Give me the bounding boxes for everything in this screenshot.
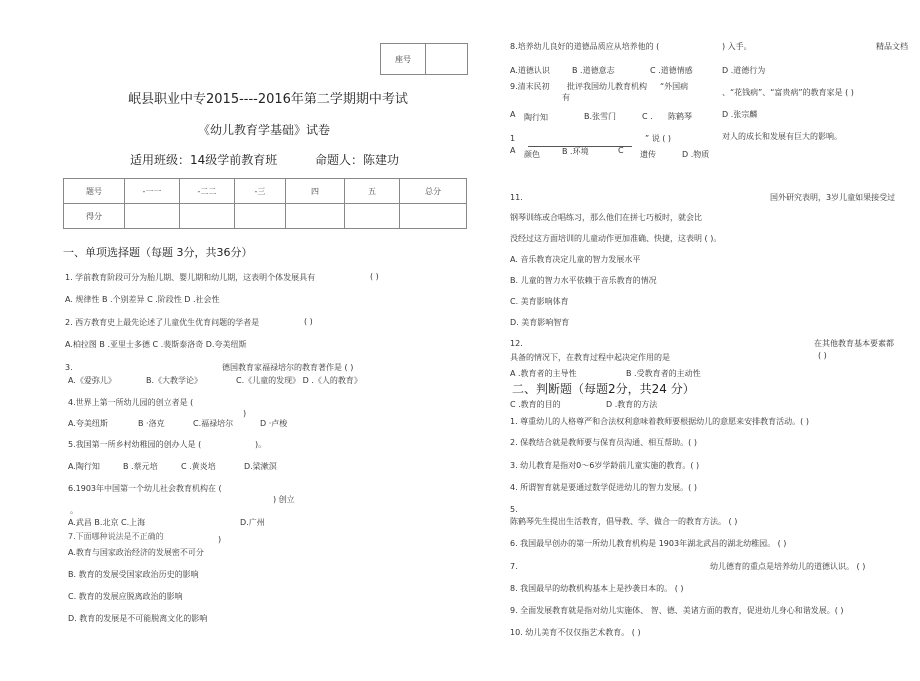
q9-option-c: 陈鹤琴 bbox=[668, 112, 692, 121]
score-cell[interactable] bbox=[286, 204, 345, 229]
table-header: -一一 bbox=[125, 179, 180, 204]
q9-part1: 批评我国幼儿教育机构 bbox=[567, 82, 647, 91]
q11-part3: 没经过这方面培训的儿童动作更加准确、快捷，这表明 ( )。 bbox=[510, 234, 722, 243]
q8-option-b: B .道德意志 bbox=[572, 66, 615, 75]
q7-option-a: A.教育与国家政治经济的发展密不可分 bbox=[68, 548, 204, 557]
q12-paren: ( ) bbox=[818, 351, 827, 360]
q4-close: ) bbox=[243, 409, 247, 418]
table-header: -二二 bbox=[180, 179, 235, 204]
q3-option-b: B.《大教学论》 bbox=[146, 376, 203, 385]
q12-part1: 在其他教育基本要素都 bbox=[814, 339, 894, 348]
q11-option-a: A. 音乐教育决定儿童的智力发展水平 bbox=[510, 255, 641, 264]
q9-option-b: B.张雪门 bbox=[584, 112, 617, 121]
q1-paren: ( ) bbox=[370, 272, 379, 281]
q2-options: A.柏拉图 B .亚里士多德 C .裴斯泰洛奇 D.夸美纽斯 bbox=[65, 340, 247, 349]
q9-part3: 有 bbox=[562, 93, 570, 102]
q5-close: )。 bbox=[255, 440, 267, 449]
score-cell[interactable] bbox=[235, 204, 286, 229]
q6-options: A.武昌 B.北京 C.上海 bbox=[68, 518, 146, 527]
tf-item-7: 幼儿德育的重点是培养幼儿的道德认识。 ( ) bbox=[710, 562, 866, 571]
q10-part1: ” 说 ( ) bbox=[645, 134, 672, 143]
q9-part2: “外国病 bbox=[660, 82, 689, 91]
q11-option-b: B. 儿童的智力水平依赖于音乐教育的情况 bbox=[510, 276, 657, 285]
q12-num: 12. bbox=[510, 339, 523, 348]
q9-option-a: 陶行知 bbox=[524, 113, 548, 122]
tf-item-4: 4. 所谓智育就是要通过数学促进幼儿的智力发展。( ) bbox=[510, 483, 697, 492]
tf-item-1: 1. 尊重幼儿的人格尊严和合法权利意味着教师要根据幼儿的意愿来安排教育活动。( ) bbox=[510, 417, 809, 426]
q9-num: 9.清末民初 bbox=[510, 82, 550, 91]
q3-num: 3. bbox=[65, 363, 73, 372]
q10-num: 1 bbox=[510, 134, 516, 143]
section2-heading: 二、判断题（每题2分，共24 分） bbox=[512, 382, 695, 396]
q6-text: 6.1903年中国第一个幼儿社会教育机构在 ( bbox=[68, 484, 222, 493]
q12-option-d: D .教育的方法 bbox=[606, 400, 658, 409]
q9-part4: 、“花钱病”、“富贵病”的教育家是 ( ) bbox=[722, 88, 854, 97]
q4-option-b: B ·洛克 bbox=[138, 419, 165, 428]
q9-c-label: C . bbox=[642, 112, 653, 121]
tf-item-5: 陈鹤琴先生提出生活教育，倡导教、学、做合一的教育方法。 ( ) bbox=[510, 517, 738, 526]
q5-option-d: D.梁漱溟 bbox=[244, 462, 277, 471]
q8-close: ) 入手。 bbox=[722, 42, 752, 51]
q11-option-d: D. 美育影响智育 bbox=[510, 318, 570, 327]
q11-option-c: C. 美育影响体育 bbox=[510, 297, 569, 306]
exam-subtitle: 《幼儿教育学基础》试卷 bbox=[198, 123, 331, 137]
q4-text: 4.世界上第一所幼儿园的创立者是 ( bbox=[68, 398, 194, 407]
q11-part1: 国外研究表明，3岁儿童如果接受过 bbox=[770, 193, 896, 202]
q3-option-a: A.《爱弥儿》 bbox=[68, 376, 116, 385]
score-cell[interactable] bbox=[345, 204, 400, 229]
table-header: 四 bbox=[286, 179, 345, 204]
table-header-row bbox=[64, 179, 467, 204]
row-label: 得分 bbox=[64, 204, 125, 229]
class-info: 适用班级：14级学前教育班 bbox=[130, 153, 278, 167]
tf-item-8: 8. 我国最早的幼教机构基本上是抄袭日本的。 ( ) bbox=[510, 584, 684, 593]
tf-item-5-num: 5. bbox=[510, 505, 518, 514]
q8-option-d: D .道德行为 bbox=[722, 66, 766, 75]
q4-option-d: D ·卢梭 bbox=[260, 419, 288, 428]
tf-item-3: 3. 幼儿教育是指对0～6岁学龄前儿童实施的教育。( ) bbox=[510, 461, 700, 470]
q7-option-b: B. 教育的发展受国家政治历史的影响 bbox=[68, 570, 199, 579]
q4-option-c: C.福禄培尔 bbox=[193, 419, 234, 428]
q10-a-label: A bbox=[510, 146, 516, 155]
section1-heading: 一、单项选择题（每题 3分，共36分） bbox=[63, 246, 253, 259]
q6-option-d: D.广州 bbox=[240, 518, 265, 527]
table-header: -三 bbox=[235, 179, 286, 204]
q7-close: ) bbox=[218, 535, 222, 544]
q10-option-c: 遗传 bbox=[640, 150, 656, 159]
watermark: 精品文档 bbox=[876, 42, 908, 51]
score-table bbox=[63, 178, 467, 229]
score-cell[interactable] bbox=[400, 204, 467, 229]
q1-text: 1. 学前教育阶段可分为胎儿期、婴儿期和幼儿期，这表明个体发展具有 bbox=[65, 273, 316, 282]
table-header: 题号 bbox=[64, 179, 125, 204]
score-cell[interactable] bbox=[125, 204, 180, 229]
q9-option-d: D .张宗麟 bbox=[722, 110, 758, 119]
score-cell[interactable] bbox=[180, 204, 235, 229]
seat-number-box bbox=[380, 43, 468, 75]
q7-option-c: C. 教育的发展应脱离政治的影响 bbox=[68, 592, 183, 601]
q5-text: 5.我国第一所乡村幼稚园的创办人是 ( bbox=[68, 440, 202, 449]
tf-item-10: 10. 幼儿美育不仅仅指艺术教育。 ( ) bbox=[510, 628, 641, 637]
q5-option-c: C .黄炎培 bbox=[181, 462, 216, 471]
q10-option-b: B .环境 bbox=[562, 147, 589, 156]
q9-a-label: A bbox=[510, 110, 516, 119]
q5-option-a: A.陶行知 bbox=[68, 462, 100, 471]
q1-options: A. 规律性 B .个别差异 C .阶段性 D .社会性 bbox=[65, 295, 220, 304]
q12-option-c: C .教育的目的 bbox=[510, 400, 561, 409]
author-info: 命题人：陈建功 bbox=[315, 153, 400, 167]
tf-item-2: 2. 保教结合就是教师要与保育员沟通、相互帮助。( ) bbox=[510, 438, 697, 447]
q5-option-b: B .蔡元培 bbox=[123, 462, 158, 471]
q2-paren: ( ) bbox=[304, 317, 313, 326]
q6-close: ) 创立 bbox=[273, 495, 295, 504]
q10-c-label: C bbox=[618, 146, 624, 155]
q4-option-a: A.夸美纽斯 bbox=[68, 419, 108, 428]
table-header: 五 bbox=[345, 179, 400, 204]
tf-item-6: 6. 我国最早创办的第一所幼儿教育机构是 1903年湖北武昌的湖北幼稚园。 ( ) bbox=[510, 539, 787, 548]
exam-title: 岷县职业中专2015----2016年第二学期期中考试 bbox=[128, 92, 408, 107]
q11-part2: 钢琴训练或合唱练习，那么他们在拼七巧板时，就会比 bbox=[510, 213, 702, 222]
table-header: 总分 bbox=[400, 179, 467, 204]
q8-option-c: C .道德情感 bbox=[650, 66, 693, 75]
q7-text: 7.下面哪种说法是不正确的 bbox=[68, 532, 164, 541]
q10-option-d: D .物质 bbox=[682, 150, 710, 159]
table-row bbox=[64, 204, 467, 229]
q10-option-a: 颜色 bbox=[524, 150, 540, 159]
tf-item-7-num: 7. bbox=[510, 562, 518, 571]
q2-text: 2. 西方教育史上最先论述了儿童优生优育问题的学者是 bbox=[65, 318, 260, 327]
q10-part2: 对人的成长和发展有巨大的影响。 bbox=[722, 132, 842, 141]
tf-item-9: 9. 全面发展教育就是指对幼儿实施体、 智、德、美诸方面的教育，促进幼儿身心和谐发展。( ) bbox=[510, 606, 844, 615]
seat-number-label: 座号 bbox=[381, 44, 426, 74]
q8-text: 8.培养幼儿良好的道德品质应从培养他的 ( bbox=[510, 42, 660, 51]
q12-option-b: B .受教育者的主动性 bbox=[626, 369, 701, 378]
q3-text: 德国教育家福禄培尔的教育著作是 ( ) bbox=[222, 363, 354, 372]
q12-option-a: A .教育者的主导性 bbox=[510, 369, 577, 378]
q11-num: 11. bbox=[510, 193, 523, 202]
q3-option-cd: C.《儿童的发现》 D .《人的教育》 bbox=[236, 376, 362, 385]
q12-part2: 具备的情况下，在教育过程中起决定作用的是 bbox=[510, 353, 670, 362]
q6-period: 。 bbox=[70, 506, 78, 515]
q7-option-d: D. 教育的发展是不可能脱离文化的影响 bbox=[68, 614, 208, 623]
q8-option-a: A.道德认识 bbox=[510, 66, 550, 75]
